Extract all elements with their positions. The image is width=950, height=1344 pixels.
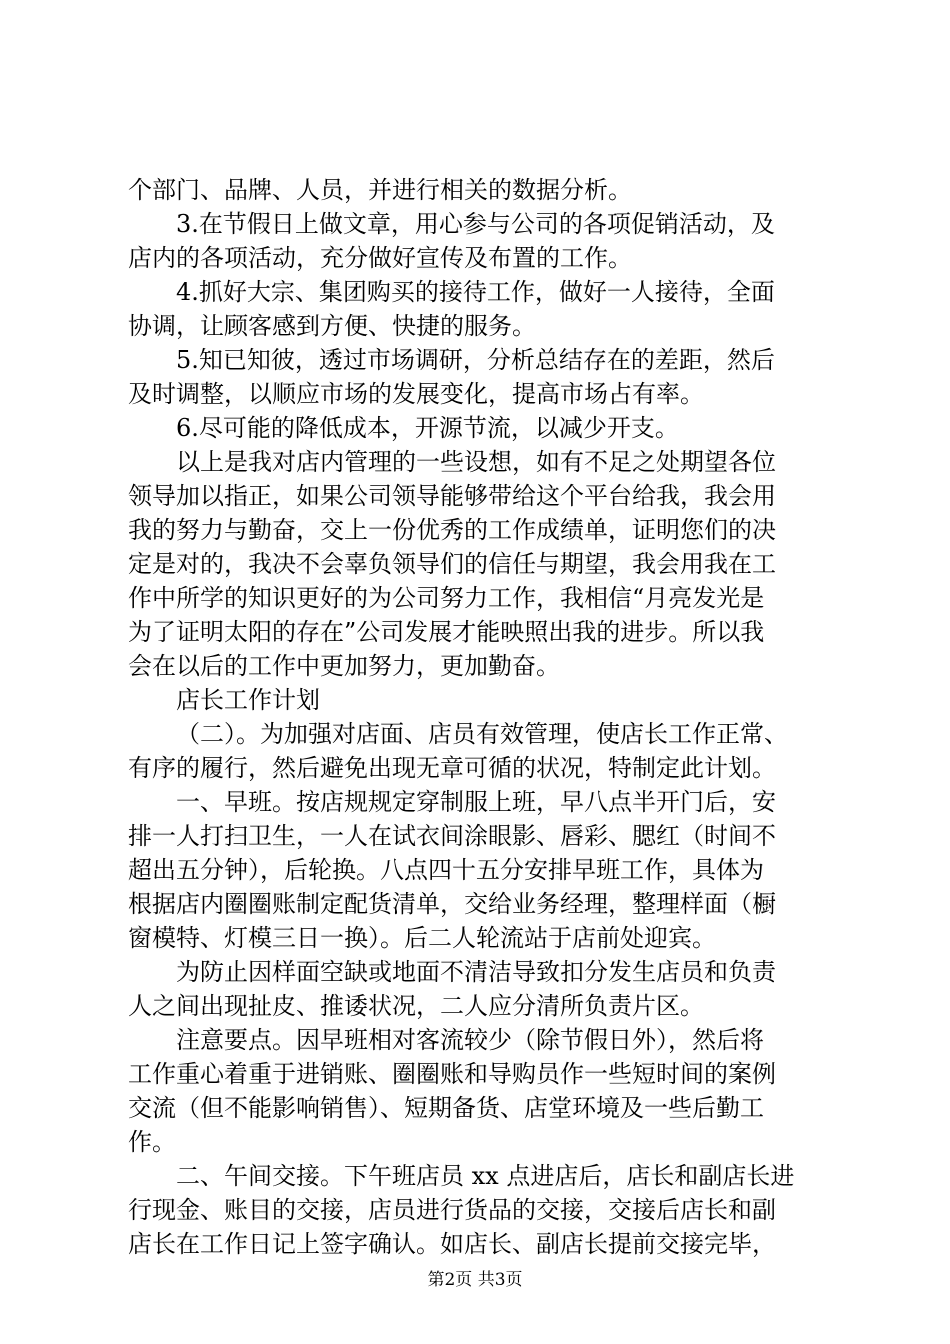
text-line: 排一人打扫卫生，一人在试衣间涂眼影、唇彩、腮红（时间不 <box>128 822 776 850</box>
text-line: 二、午间交接。下午班店员 xx 点进店后，店长和副店长进 <box>176 1162 795 1190</box>
text-line: 店内的各项活动，充分做好宣传及布置的工作。 <box>128 244 632 272</box>
text-line: 领导加以指正，如果公司领导能够带给这个平台给我，我会用 <box>128 482 776 510</box>
text-line: 为了证明太阳的存在”公司发展才能映照出我的进步。所以我 <box>128 618 765 646</box>
text-line: 超出五分钟），后轮换。八点四十五分安排早班工作，具体为 <box>128 856 764 884</box>
text-line: 协调，让顾客感到方便、快捷的服务。 <box>128 312 536 340</box>
text-line: 4.抓好大宗、集团购买的接待工作，做好一人接待，全面 <box>176 278 775 306</box>
text-line: 根据店内圈圈账制定配货清单，交给业务经理，整理样面（橱 <box>128 890 776 918</box>
text-line: 店长在工作日记上签字确认。如店长、副店长提前交接完毕， <box>128 1230 776 1258</box>
text-line: 个部门、品牌、人员，并进行相关的数据分析。 <box>128 176 632 204</box>
text-line: 作。 <box>128 1128 176 1156</box>
text-line: 为防止因样面空缺或地面不清洁导致扣分发生店员和负责 <box>176 958 776 986</box>
text-line: 行现金、账目的交接，店员进行货品的交接，交接后店长和副 <box>128 1196 776 1224</box>
text-line: 有序的履行，然后避免出现无章可循的状况，特制定此计划。 <box>128 754 776 782</box>
text-line: 以上是我对店内管理的一些设想，如有不足之处期望各位 <box>176 448 776 476</box>
text-line: 定是对的，我决不会辜负领导们的信任与期望，我会用我在工 <box>128 550 776 578</box>
text-line: 窗模特、灯模三日一换）。后二人轮流站于店前处迎宾。 <box>128 924 716 952</box>
text-line: 一、早班。按店规规定穿制服上班，早八点半开门后，安 <box>176 788 776 816</box>
text-line: 及时调整，以顺应市场的发展变化，提高市场占有率。 <box>128 380 704 408</box>
text-line: 5.知已知彼，透过市场调研，分析总结存在的差距，然后 <box>176 346 775 374</box>
section-heading: 店长工作计划 <box>176 686 320 714</box>
text-line: 注意要点。因早班相对客流较少（除节假日外），然后将 <box>176 1026 764 1054</box>
text-line: 作中所学的知识更好的为公司努力工作，我相信“月亮发光是 <box>128 584 765 612</box>
text-line: 我的努力与勤奋，交上一份优秀的工作成绩单，证明您们的决 <box>128 516 776 544</box>
text-line: （二）。为加强对店面、店员有效管理，使店长工作正常、 <box>176 720 788 748</box>
text-line: 会在以后的工作中更加努力，更加勤奋。 <box>128 652 560 680</box>
page-number-footer: 第2页 共3页 <box>427 1270 523 1290</box>
text-line: 交流（但不能影响销售）、短期备货、店堂环境及一些后勤工 <box>128 1094 764 1122</box>
text-line: 3.在节假日上做文章，用心参与公司的各项促销活动，及 <box>176 210 775 238</box>
text-line: 6.尽可能的降低成本，开源节流，以减少开支。 <box>176 414 679 442</box>
text-line: 工作重心着重于进销账、圈圈账和导购员作一些短时间的案例 <box>128 1060 776 1088</box>
text-line: 人之间出现扯皮、推诿状况，二人应分清所负责片区。 <box>128 992 704 1020</box>
